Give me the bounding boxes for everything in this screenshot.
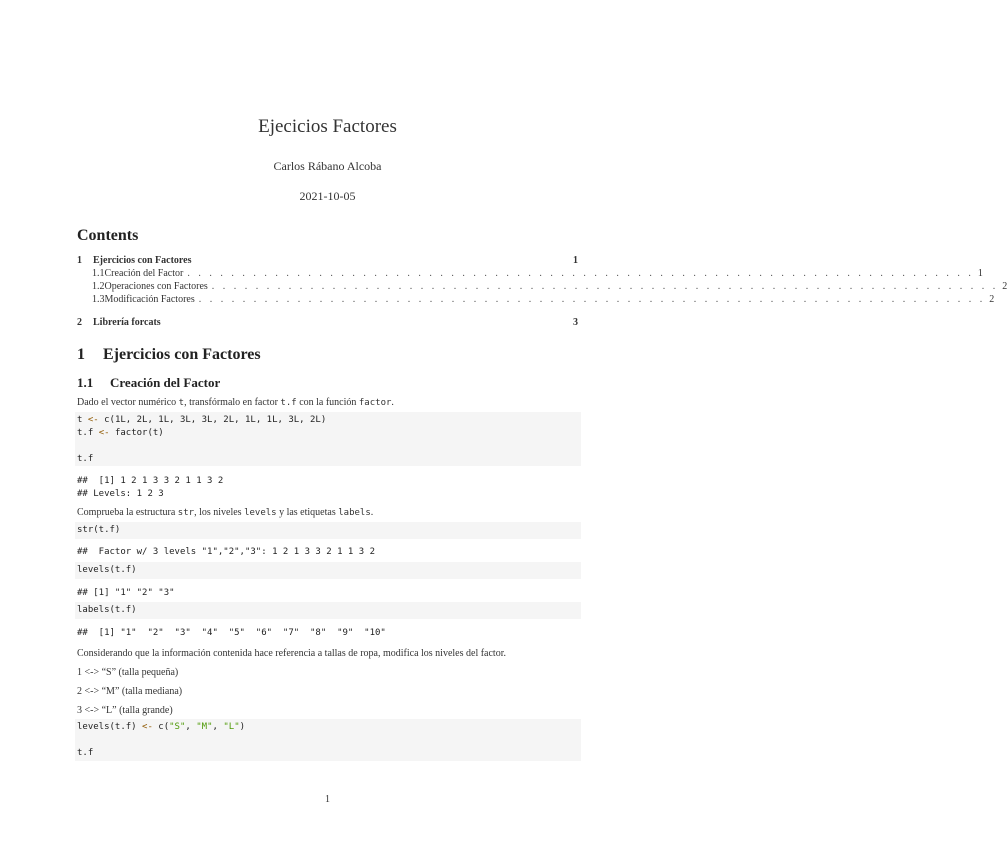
code-line: t <- c(1L, 2L, 1L, 3L, 3L, 2L, 1L, 1L, 3L, 2L): [77, 415, 327, 425]
code-line: levels(t.f): [77, 565, 137, 575]
code-line: t.f: [77, 454, 94, 464]
toc-number: 1.3: [92, 294, 105, 305]
paragraph: Comprueba la estructura str, los niveles levels y las etiquetas labels.: [77, 507, 374, 518]
toc-leader: . . . . . . . . . . . . . . . . . . . . . . . . . . . . . . . . . . . . . . . . . . . . . . . . . . . . . . . . . . . . . . . . . . . . . . . .: [187, 268, 974, 279]
toc-entry[interactable]: [77, 255, 578, 268]
subsection-title: Creación del Factor: [110, 375, 221, 390]
paragraph: 3 <-> “L” (talla grande): [77, 705, 173, 716]
toc-label: Operaciones con Factores: [104, 281, 208, 292]
toc-number: 1: [77, 255, 82, 266]
code-line: levels(t.f) <- c("S", "M", "L"): [77, 722, 246, 732]
toc-number: 1.2: [92, 281, 105, 292]
paragraph: Dado el vector numérico t, transfórmalo en factor t.f con la función factor.: [77, 397, 394, 408]
toc-entry[interactable]: [77, 281, 1007, 294]
toc-label: Ejercicios con Factores: [93, 255, 192, 266]
code-output: ## Factor w/ 3 levels "1","2","3": 1 2 1 3 3 2 1 1 3 2: [77, 547, 376, 557]
toc-page: 1: [977, 268, 983, 279]
section-number: 1: [77, 346, 85, 363]
subsection-heading: [77, 375, 220, 391]
toc-page: 2: [1002, 281, 1007, 292]
document-author: Carlos Rábano Alcoba: [273, 159, 382, 173]
code-block: [75, 522, 581, 539]
toc-page: 1: [573, 255, 578, 266]
code-block: [75, 412, 581, 466]
toc-entry[interactable]: [77, 294, 995, 307]
section-title: Ejercicios con Factores: [103, 346, 261, 363]
inline-code: labels: [338, 508, 371, 518]
code-block: [75, 602, 581, 619]
document-title: Ejecicios Factores: [258, 116, 397, 137]
paragraph: 2 <-> “M” (talla mediana): [77, 686, 183, 697]
code-output: ## [1] "1" "2" "3" "4" "5" "6" "7" "8" "9" "10": [77, 628, 386, 638]
code-line: labels(t.f): [77, 605, 137, 615]
code-output: ## [1] 1 2 1 3 3 2 1 1 3 2: [77, 476, 224, 486]
subsection-number: 1.1: [77, 375, 94, 390]
code-block: [75, 562, 581, 579]
toc-page: 3: [573, 317, 578, 328]
document-date: 2021-10-05: [299, 189, 356, 203]
code-output: ## [1] "1" "2" "3": [77, 588, 175, 598]
toc-number: 2: [77, 317, 82, 328]
toc-label: Librería forcats: [93, 317, 161, 328]
toc-leader: . . . . . . . . . . . . . . . . . . . . . . . . . . . . . . . . . . . . . . . . . . . . . . . . . . . . . . . . . . . . . . . . . . . . . . . .: [198, 294, 986, 305]
inline-code: str: [177, 508, 195, 518]
contents-heading: Contents: [77, 227, 139, 244]
toc-leader: . . . . . . . . . . . . . . . . . . . . . . . . . . . . . . . . . . . . . . . . . . . . . . . . . . . . . . . . . . . . . . . . . . . . . . . .: [211, 281, 999, 292]
toc-label: Modificación Factores: [104, 294, 195, 305]
paragraph: Considerando que la información contenida hace referencia a tallas de ropa, modifica los niveles del factor.: [77, 648, 506, 659]
code-line: t.f: [77, 748, 94, 758]
inline-code: t.f: [280, 398, 297, 408]
toc-page: 2: [989, 294, 995, 305]
code-line: t.f <- factor(t): [77, 428, 164, 438]
section-heading: [77, 346, 261, 364]
inline-code: levels: [244, 508, 277, 518]
toc-entry[interactable]: [77, 268, 983, 281]
paragraph: 1 <-> “S” (talla pequeña): [77, 667, 179, 678]
code-output: ## Levels: 1 2 3: [77, 489, 164, 499]
toc-number: 1.1: [92, 268, 105, 279]
inline-code: t: [178, 398, 185, 408]
inline-code: factor: [358, 398, 392, 408]
toc-entry[interactable]: [77, 317, 578, 330]
page-number: 1: [325, 794, 330, 805]
toc-label: Creación del Factor: [104, 268, 184, 279]
code-block: [75, 719, 581, 761]
code-line: str(t.f): [77, 525, 121, 535]
